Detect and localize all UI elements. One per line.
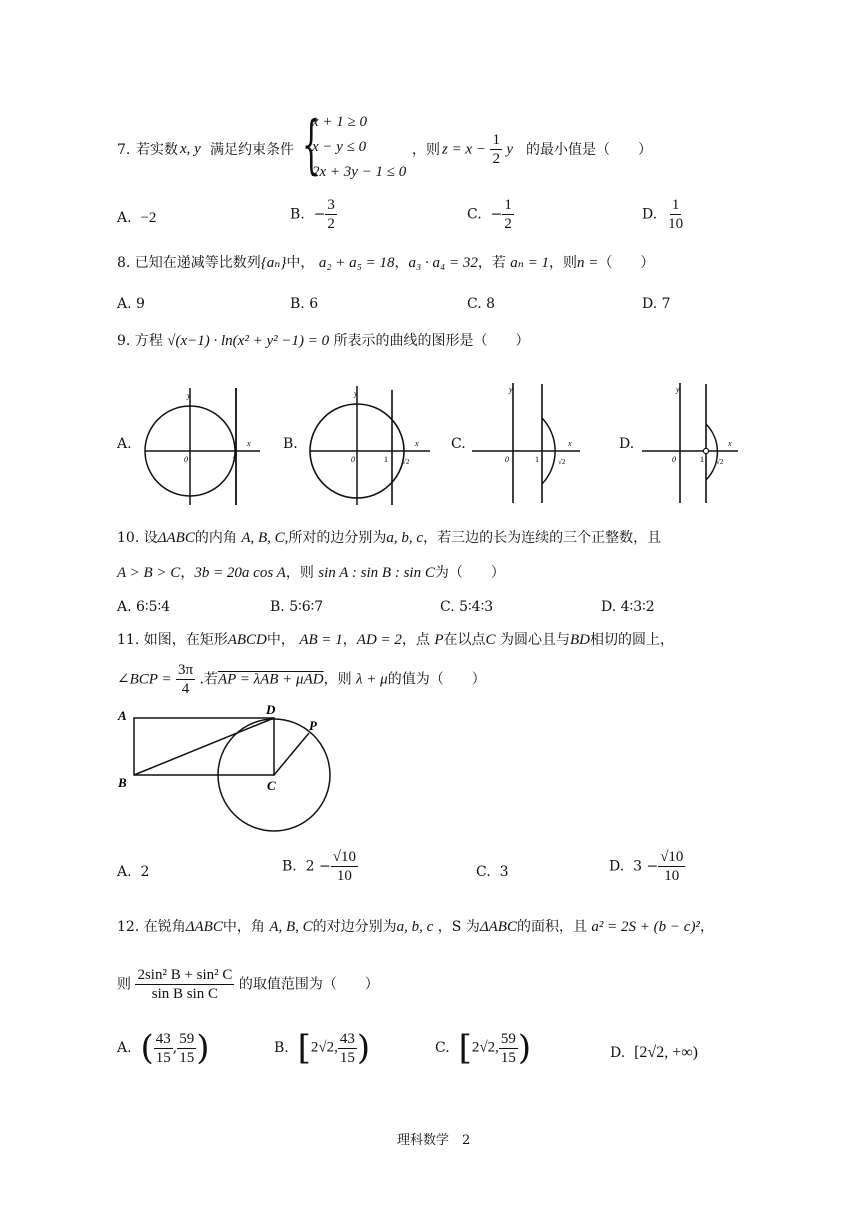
svg-text:y: y <box>676 385 680 394</box>
q7-stem-b: 满足约束条件 <box>210 142 294 158</box>
svg-text:x: x <box>728 439 732 448</box>
q12-option-b: B. [2√2, $\frac{43}{15}$ ) <box>274 1028 371 1068</box>
svg-text:0: 0 <box>351 455 355 464</box>
q8-option-b: B. 6 <box>290 296 319 312</box>
q7-constraint-2: x − y ≤ 0 <box>312 139 367 155</box>
q7-option-d: D. $\frac{1}{10}$ <box>642 197 684 232</box>
svg-text:C: C <box>267 778 276 793</box>
svg-text:1: 1 <box>384 455 388 464</box>
q8-stem: 8. 已知在递减等比数列{aₙ}中， a₂ + a₅ = 18，a₃ · a₄ = 32，若 aₙ = 1，则n =（ ） <box>117 255 655 271</box>
q10-option-b: B. 5∶6∶7 <box>270 599 324 615</box>
svg-text:0: 0 <box>672 455 676 464</box>
svg-text:√2: √2 <box>558 458 566 466</box>
q12-option-d: D. [2√2, +∞) <box>610 1044 698 1061</box>
q7-constraints <box>312 110 406 185</box>
q8-option-c: C. 8 <box>467 296 496 312</box>
q11-option-b: B. 2 − $\frac{√10}{10}$ <box>282 849 356 884</box>
q9-option-b-label: B. <box>283 436 298 452</box>
q12-option-c: C. [2√2, $\frac{59}{15}$ ) <box>435 1028 532 1068</box>
q7-brace: { <box>302 108 321 182</box>
q8-option-d: D. 7 <box>642 296 671 312</box>
q9-graph-b <box>305 380 440 510</box>
svg-text:x: x <box>568 439 572 448</box>
q10-line-2: A > B > C，3b = 20a cos A，则 sin A : sin B : sin C为（ ） <box>117 565 505 581</box>
q7-number: 7. <box>117 142 131 158</box>
q10-option-d: D. 4∶3∶2 <box>601 599 655 615</box>
q11-option-d: D. 3 − $\frac{√10}{10}$ <box>609 849 684 884</box>
q7-option-a: A. −2 <box>117 210 157 226</box>
q9-stem: 9. 方程 √(x−1) · ln(x² + y² −1) = 0 所表示的曲线的图形是（ ） <box>117 333 530 349</box>
svg-text:0: 0 <box>505 455 509 464</box>
q9-graph-a <box>140 380 270 510</box>
q7-z-expr <box>442 131 513 168</box>
q7-constraint-1: x + 1 ≥ 0 <box>312 114 368 130</box>
svg-text:y: y <box>509 385 513 394</box>
svg-text:√2: √2 <box>402 458 410 466</box>
q7-vars: x, y <box>180 141 201 157</box>
svg-text:P: P <box>309 718 317 733</box>
q12-expression: $\frac{\text{2sin² B + sin² C}}{\text{sin B sin C}}$ <box>137 967 233 1002</box>
svg-text:A: A <box>118 708 127 723</box>
svg-text:B: B <box>118 775 127 790</box>
q12-line-2: 则 $\frac{\text{2sin² B + sin² C}}{\text{sin B sin C}}$ 的取值范围为（ ） <box>117 967 379 1002</box>
q9-option-a-label: A. <box>117 436 132 452</box>
svg-text:1: 1 <box>232 455 236 464</box>
q10-line-1: 10. 设ΔABC的内角 A, B, C,所对的边分别为a, b, c，若三边的长为连续的三个正整数，且 <box>117 530 662 546</box>
q9-graph-d <box>640 378 750 508</box>
q7-stem-a: 若实数 <box>136 142 178 158</box>
q11-line-1: 11. 如图，在矩形ABCD中， AB = 1，AD = 2，点 P在以点C 为圆心且与BD相切的圆上， <box>117 632 675 648</box>
page-footer: 理科数学 2 <box>397 1133 471 1148</box>
q9-equation: √(x−1) · ln(x² + y² −1) = 0 <box>167 333 330 349</box>
q10-option-a: A. 6∶5∶4 <box>117 599 171 615</box>
q7-z-frac: $\frac{1}{2}$ <box>492 132 500 167</box>
q7-z-b: y <box>506 141 514 158</box>
q7-z-a: z = x − <box>442 141 486 158</box>
svg-text:y: y <box>354 389 358 398</box>
q7-option-b: B. − $\frac{3}{2}$ <box>290 197 335 232</box>
q11-option-a: A. 2 <box>117 864 150 880</box>
q10-option-c: C. 5∶4∶3 <box>440 599 494 615</box>
svg-text:x: x <box>247 439 251 448</box>
q7-option-c: C. − $\frac{1}{2}$ <box>467 197 512 232</box>
q7-constraint-3: 2x + 3y − 1 ≤ 0 <box>312 164 407 180</box>
q9-option-d-label: D. <box>619 436 635 452</box>
q11-vector-eq: AP = λAB + μAD <box>217 671 324 688</box>
q12-option-a: A. ( $\frac{43}{15}$ , $\frac{59}{15}$ ) <box>117 1028 210 1068</box>
q9-option-c-label: C. <box>451 436 466 452</box>
svg-text:1: 1 <box>700 455 704 464</box>
q12-line-1: 12. 在锐角ΔABC中，角 A, B, C的对边分别为a, b, c ，S 为ΔABC的面积，且 a² = 2S + (b − c)²， <box>117 919 714 935</box>
svg-text:D: D <box>266 702 276 717</box>
q7-stem-c: ，则 <box>412 142 440 158</box>
svg-text:x: x <box>415 439 419 448</box>
svg-text:√2: √2 <box>716 458 724 466</box>
q9-graph-c <box>470 378 590 508</box>
q11-line-2: ∠BCP = $\frac{3\pi}{4}$ .若AP = λAB + μAD，则 λ + μ的值为（ ） <box>117 662 486 697</box>
q8-option-a: A. 9 <box>117 296 145 312</box>
q7-stem-d: 的最小值是（ ） <box>526 142 652 158</box>
q11-figure <box>112 700 342 840</box>
q11-option-c: C. 3 <box>476 864 509 880</box>
svg-text:0: 0 <box>184 455 188 464</box>
svg-text:1: 1 <box>535 455 539 464</box>
svg-text:y: y <box>187 391 191 400</box>
